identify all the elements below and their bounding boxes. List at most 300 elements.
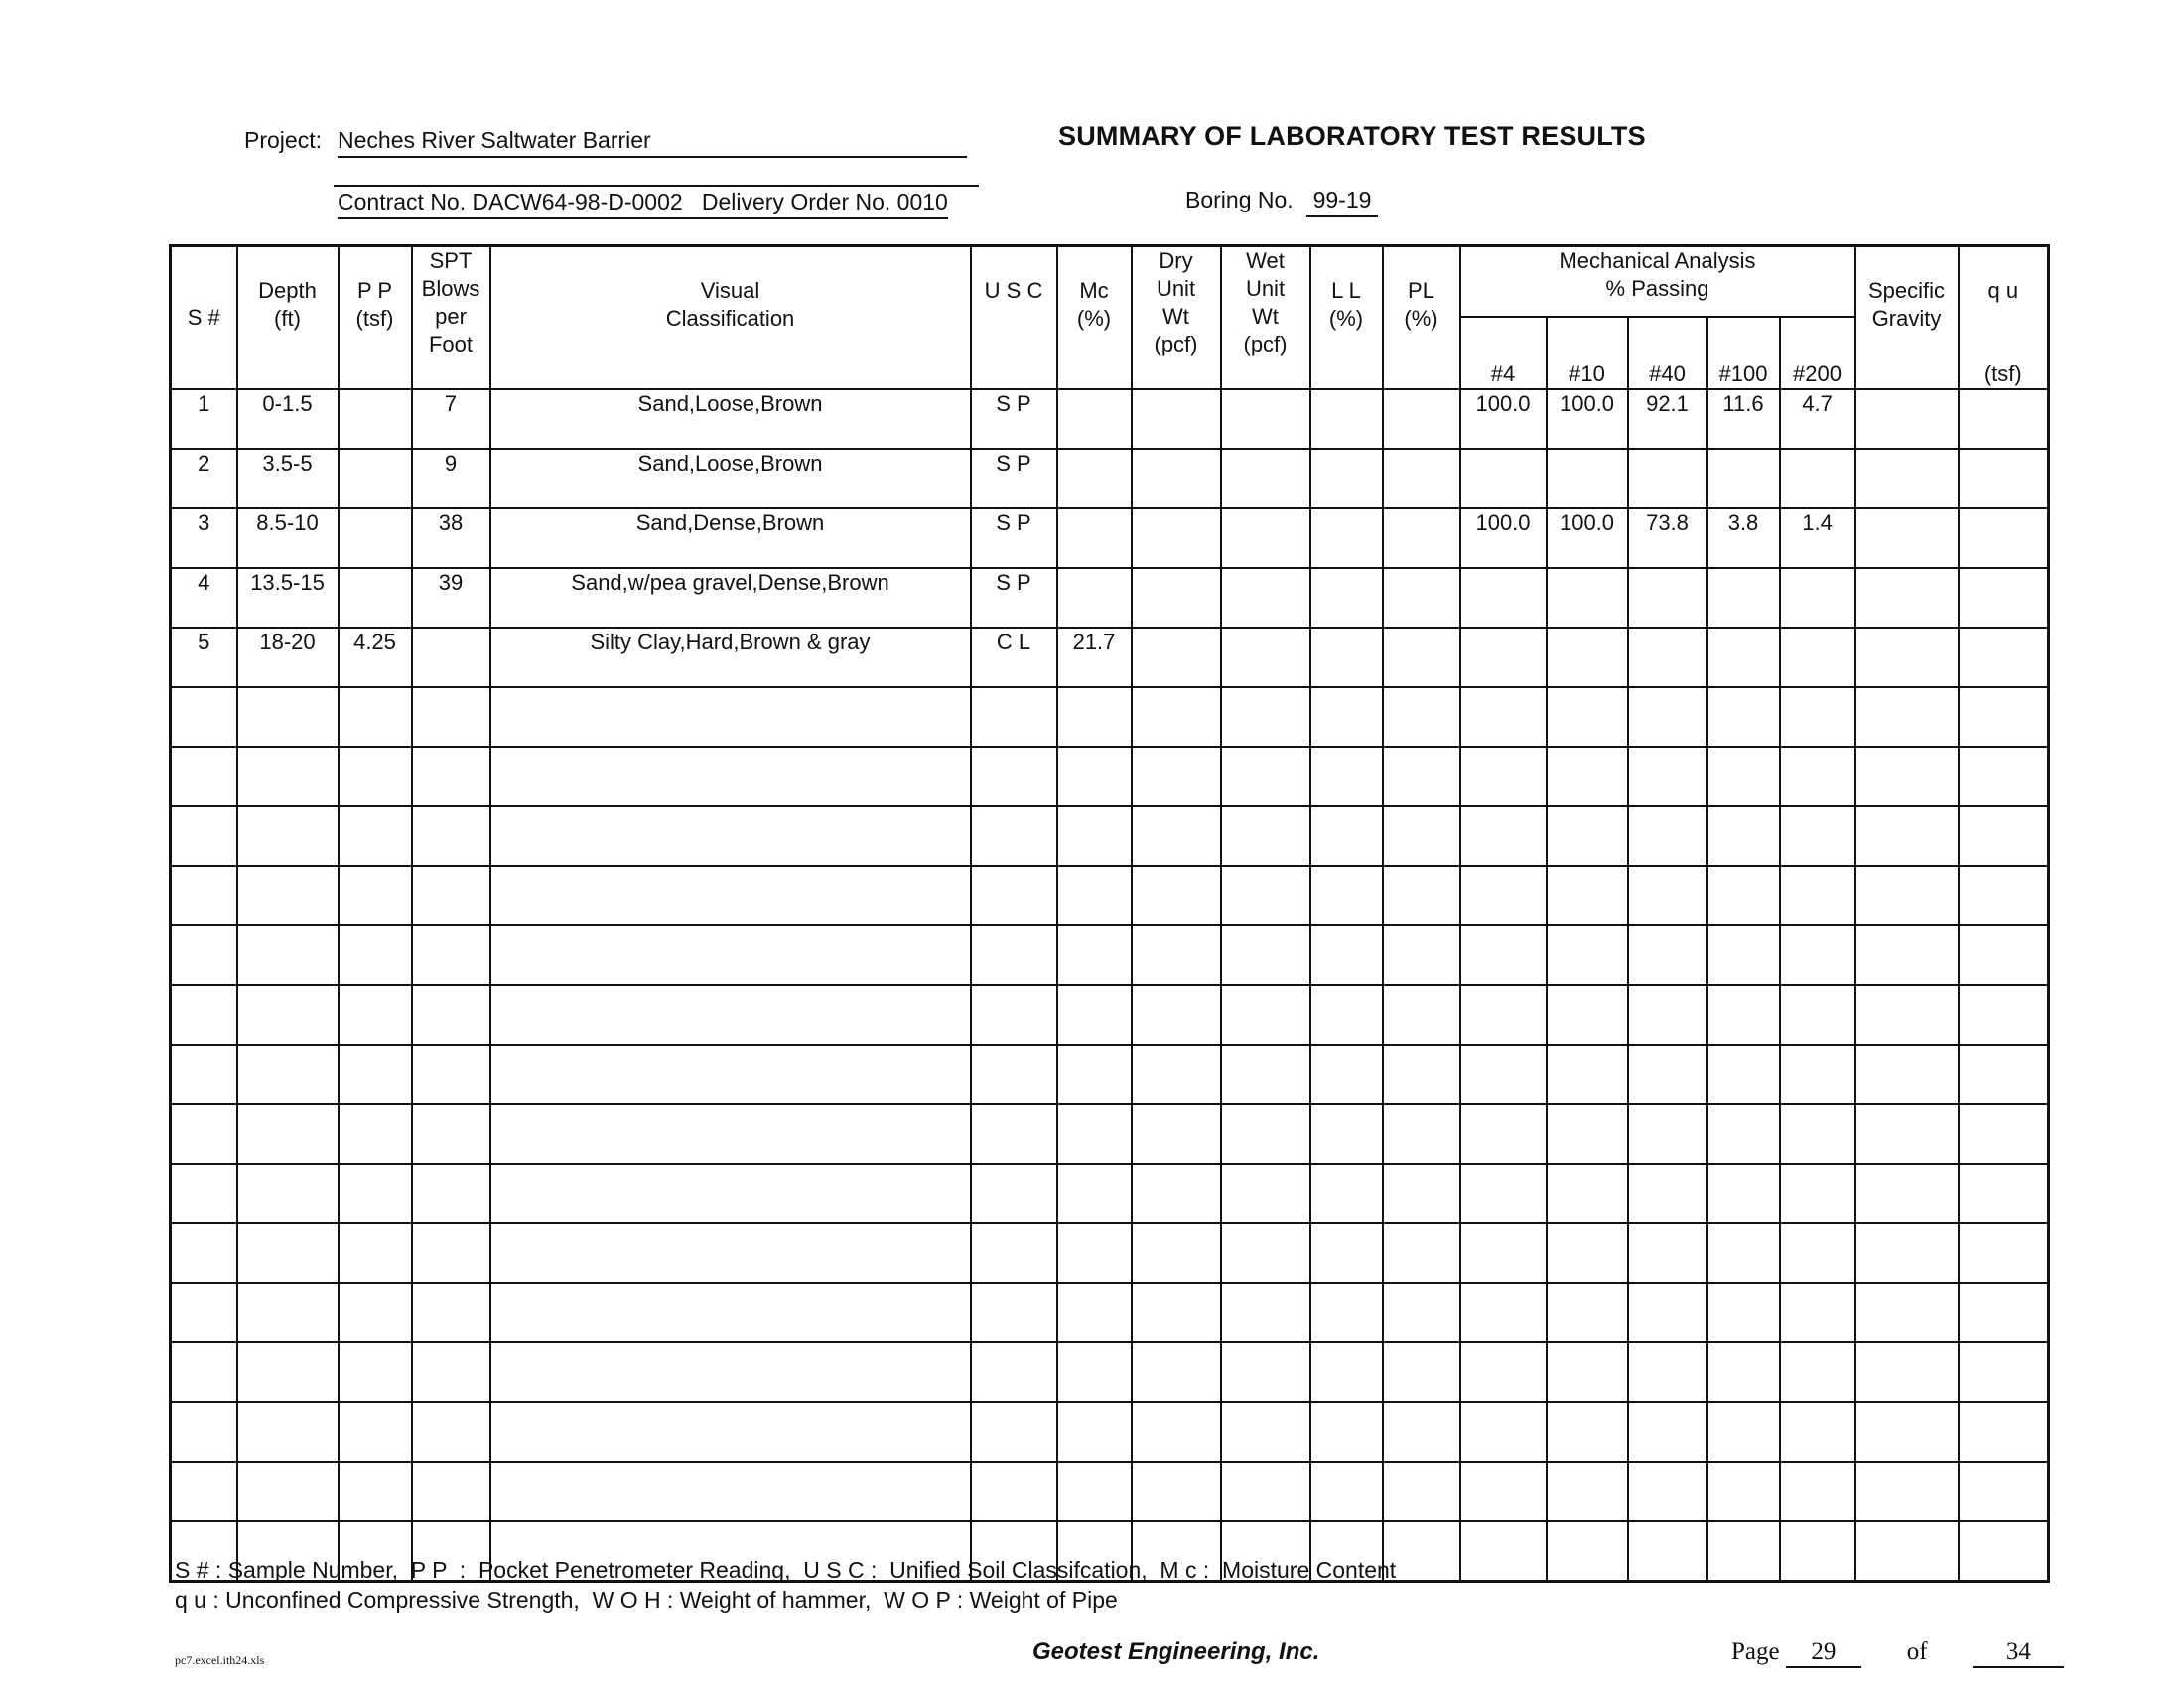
table-row <box>171 449 2049 508</box>
table-cell-pl <box>1383 568 1460 628</box>
contract-info: Contract No. DACW64-98-D-0002 Delivery Order No. 0010 <box>338 189 948 219</box>
table-cell-sg <box>1855 985 1959 1045</box>
table-cell-n40 <box>1628 1342 1707 1402</box>
table-cell-n10 <box>1547 806 1628 866</box>
table-cell-visual <box>490 1402 971 1462</box>
table-cell-n200 <box>1780 866 1855 925</box>
table-cell-n40 <box>1628 449 1707 508</box>
table-cell-visual <box>490 687 971 747</box>
table-cell-pp <box>339 1164 412 1223</box>
table-cell-spt <box>412 687 490 747</box>
table-cell-n4 <box>1460 925 1547 985</box>
table-cell-pp <box>339 687 412 747</box>
table-row <box>171 687 2049 747</box>
table-cell-visual <box>490 1223 971 1283</box>
table-row <box>171 866 2049 925</box>
table-cell-depth <box>237 1104 339 1164</box>
header-sieve-4: #4 <box>1460 317 1547 389</box>
table-cell-n100 <box>1707 1521 1780 1581</box>
table-cell-visual <box>490 1164 971 1223</box>
table-cell-wet <box>1221 628 1310 687</box>
table-cell-usc <box>971 1462 1057 1521</box>
table-cell-mc <box>1057 1164 1132 1223</box>
table-cell-mc <box>1057 1342 1132 1402</box>
table-cell-mc <box>1057 508 1132 568</box>
boring-value: 99-19 <box>1306 187 1378 217</box>
table-cell-pl <box>1383 1045 1460 1104</box>
table-cell-pp <box>339 1462 412 1521</box>
table-cell-sg <box>1855 449 1959 508</box>
table-cell-n4 <box>1460 747 1547 806</box>
table-cell-qu <box>1959 866 2049 925</box>
table-cell-n100 <box>1707 628 1780 687</box>
table-cell-dry <box>1132 1342 1221 1402</box>
table-cell-n4 <box>1460 568 1547 628</box>
table-cell-ll <box>1310 866 1383 925</box>
table-cell-depth <box>237 1462 339 1521</box>
table-cell-sg <box>1855 1045 1959 1104</box>
table-cell-usc <box>971 1342 1057 1402</box>
file-name: pc7.excel.ith24.xls <box>175 1653 265 1667</box>
table-row <box>171 389 2049 449</box>
table-cell-spt: 38 <box>412 508 490 568</box>
table-cell-n40 <box>1628 1462 1707 1521</box>
table-cell-n40 <box>1628 1104 1707 1164</box>
project-label: Project: <box>244 127 322 153</box>
table-cell-n40 <box>1628 806 1707 866</box>
table-cell-pl <box>1383 687 1460 747</box>
table-cell-visual: Sand,w/pea gravel,Dense,Brown <box>490 568 971 628</box>
table-cell-qu <box>1959 687 2049 747</box>
header-visual-classification: Visual Classification <box>490 246 971 390</box>
table-cell-n200 <box>1780 1223 1855 1283</box>
table-cell-sg <box>1855 866 1959 925</box>
table-cell-visual <box>490 925 971 985</box>
table-cell-qu <box>1959 508 2049 568</box>
table-cell-spt <box>412 747 490 806</box>
table-cell-s <box>171 1402 237 1462</box>
table-cell-n200 <box>1780 1462 1855 1521</box>
table-cell-dry <box>1132 1045 1221 1104</box>
table-cell-pl <box>1383 628 1460 687</box>
table-cell-dry <box>1132 806 1221 866</box>
header-spt: SPT Blows per Foot <box>412 246 490 390</box>
table-cell-n40: 92.1 <box>1628 389 1707 449</box>
table-cell-s <box>171 1462 237 1521</box>
table-cell-s: 3 <box>171 508 237 568</box>
table-cell-pl <box>1383 1402 1460 1462</box>
table-cell-n200 <box>1780 985 1855 1045</box>
table-cell-sg <box>1855 1402 1959 1462</box>
table-cell-depth: 18-20 <box>237 628 339 687</box>
table-row <box>171 628 2049 687</box>
table-cell-visual <box>490 1342 971 1402</box>
table-cell-n4 <box>1460 1342 1547 1402</box>
table-cell-usc <box>971 1223 1057 1283</box>
table-cell-usc: S P <box>971 568 1057 628</box>
table-cell-n100 <box>1707 687 1780 747</box>
table-cell-mc <box>1057 568 1132 628</box>
table-cell-n100 <box>1707 866 1780 925</box>
table-cell-n10 <box>1547 925 1628 985</box>
table-cell-n10 <box>1547 866 1628 925</box>
table-cell-n10 <box>1547 1223 1628 1283</box>
table-cell-n40 <box>1628 628 1707 687</box>
table-cell-pl <box>1383 1223 1460 1283</box>
table-cell-mc <box>1057 1223 1132 1283</box>
table-cell-pp <box>339 568 412 628</box>
table-cell-wet <box>1221 866 1310 925</box>
table-cell-ll <box>1310 1402 1383 1462</box>
table-cell-ll <box>1310 1164 1383 1223</box>
table-cell-n100 <box>1707 925 1780 985</box>
table-cell-n4 <box>1460 449 1547 508</box>
table-cell-visual <box>490 1104 971 1164</box>
table-cell-s <box>171 925 237 985</box>
table-cell-ll <box>1310 389 1383 449</box>
table-cell-spt <box>412 985 490 1045</box>
project-value: Neches River Saltwater Barrier <box>338 127 967 158</box>
table-cell-wet <box>1221 687 1310 747</box>
table-cell-depth: 3.5-5 <box>237 449 339 508</box>
table-cell-ll <box>1310 806 1383 866</box>
table-cell-spt <box>412 1223 490 1283</box>
table-cell-qu <box>1959 925 2049 985</box>
table-cell-n100 <box>1707 1342 1780 1402</box>
table-cell-n200 <box>1780 449 1855 508</box>
table-cell-spt: 9 <box>412 449 490 508</box>
table-cell-n100 <box>1707 806 1780 866</box>
contract-line-top <box>334 185 979 187</box>
table-cell-n200 <box>1780 1402 1855 1462</box>
of-label: of <box>1906 1638 1928 1665</box>
table-row <box>171 1104 2049 1164</box>
table-cell-visual <box>490 1045 971 1104</box>
boring-label: Boring No. <box>1185 187 1294 212</box>
table-cell-spt <box>412 1104 490 1164</box>
table-cell-dry <box>1132 985 1221 1045</box>
table-cell-s <box>171 1104 237 1164</box>
table-cell-pp <box>339 1223 412 1283</box>
table-cell-spt <box>412 628 490 687</box>
table-cell-n200 <box>1780 568 1855 628</box>
table-cell-pp <box>339 1104 412 1164</box>
table-cell-wet <box>1221 1164 1310 1223</box>
table-cell-wet <box>1221 1045 1310 1104</box>
table-row <box>171 1164 2049 1223</box>
header-sieve-100: #100 <box>1707 317 1780 389</box>
table-cell-pl <box>1383 1283 1460 1342</box>
table-cell-visual: Silty Clay,Hard,Brown & gray <box>490 628 971 687</box>
table-cell-n40 <box>1628 1045 1707 1104</box>
header-depth: Depth (ft) <box>237 246 339 390</box>
table-cell-mc <box>1057 449 1132 508</box>
table-cell-n200 <box>1780 1164 1855 1223</box>
table-cell-usc <box>971 806 1057 866</box>
table-cell-s <box>171 985 237 1045</box>
table-cell-mc <box>1057 1283 1132 1342</box>
table-cell-n10 <box>1547 985 1628 1045</box>
table-cell-n40 <box>1628 1521 1707 1581</box>
table-cell-dry <box>1132 449 1221 508</box>
table-cell-ll <box>1310 568 1383 628</box>
table-cell-usc <box>971 1164 1057 1223</box>
table-row <box>171 1223 2049 1283</box>
table-cell-qu <box>1959 449 2049 508</box>
table-cell-n100 <box>1707 1402 1780 1462</box>
company-name: Geotest Engineering, Inc. <box>1032 1638 1320 1665</box>
table-cell-ll <box>1310 687 1383 747</box>
table-cell-qu <box>1959 389 2049 449</box>
table-cell-usc: S P <box>971 389 1057 449</box>
page-title: SUMMARY OF LABORATORY TEST RESULTS <box>1058 121 1646 151</box>
table-cell-visual <box>490 747 971 806</box>
table-cell-n4 <box>1460 866 1547 925</box>
table-cell-wet <box>1221 747 1310 806</box>
table-cell-n10 <box>1547 1104 1628 1164</box>
table-row <box>171 568 2049 628</box>
table-cell-dry <box>1132 1283 1221 1342</box>
table-cell-spt <box>412 1402 490 1462</box>
table-cell-sg <box>1855 687 1959 747</box>
table-row <box>171 747 2049 806</box>
table-cell-n40 <box>1628 1223 1707 1283</box>
table-cell-sg <box>1855 628 1959 687</box>
table-cell-sg <box>1855 747 1959 806</box>
table-cell-n10: 100.0 <box>1547 508 1628 568</box>
table-cell-n100 <box>1707 449 1780 508</box>
table-cell-usc <box>971 985 1057 1045</box>
table-cell-n10 <box>1547 687 1628 747</box>
table-cell-wet <box>1221 1402 1310 1462</box>
table-cell-depth <box>237 1045 339 1104</box>
table-row <box>171 1045 2049 1104</box>
table-cell-qu <box>1959 1521 2049 1581</box>
table-cell-qu <box>1959 806 2049 866</box>
header-sample-number <box>171 246 237 390</box>
table-cell-visual: Sand,Loose,Brown <box>490 389 971 449</box>
table-cell-qu <box>1959 628 2049 687</box>
table-cell-spt <box>412 1164 490 1223</box>
table-cell-n100 <box>1707 1045 1780 1104</box>
legend-line-1: S # : Sample Number, P P : Pocket Penetrometer Reading, U S C : Unified Soil Classifcation, M c : Moisture Content <box>175 1557 1397 1583</box>
table-cell-n10 <box>1547 1283 1628 1342</box>
table-cell-sg <box>1855 1283 1959 1342</box>
table-body <box>171 389 2049 1581</box>
table-cell-n40 <box>1628 747 1707 806</box>
table-cell-pl <box>1383 1462 1460 1521</box>
table-cell-qu <box>1959 1164 2049 1223</box>
table-cell-pp <box>339 1342 412 1402</box>
table-row <box>171 1283 2049 1342</box>
table-cell-ll <box>1310 925 1383 985</box>
table-cell-s <box>171 1045 237 1104</box>
table-cell-n200 <box>1780 1521 1855 1581</box>
table-cell-s <box>171 866 237 925</box>
table-cell-depth <box>237 1164 339 1223</box>
table-cell-spt <box>412 1342 490 1402</box>
table-cell-ll <box>1310 1342 1383 1402</box>
table-cell-wet <box>1221 449 1310 508</box>
table-cell-wet <box>1221 925 1310 985</box>
table-cell-n100 <box>1707 568 1780 628</box>
table-cell-spt <box>412 866 490 925</box>
table-cell-s <box>171 806 237 866</box>
table-cell-wet <box>1221 389 1310 449</box>
table-cell-depth: 8.5-10 <box>237 508 339 568</box>
table-cell-s: 1 <box>171 389 237 449</box>
table-cell-dry <box>1132 747 1221 806</box>
table-cell-pp <box>339 1402 412 1462</box>
table-cell-qu <box>1959 1283 2049 1342</box>
legend-line-2: q u : Unconfined Compressive Strength, W O H : Weight of hammer, W O P : Weight of Pipe <box>175 1587 1118 1613</box>
header-qu: q u (tsf) <box>1959 246 2049 390</box>
table-cell-pl <box>1383 866 1460 925</box>
table-cell-dry <box>1132 628 1221 687</box>
table-cell-n200 <box>1780 806 1855 866</box>
table-cell-qu <box>1959 1402 2049 1462</box>
table-cell-depth: 0-1.5 <box>237 389 339 449</box>
page-total: 34 <box>1973 1638 2064 1668</box>
table-cell-dry <box>1132 1104 1221 1164</box>
table-cell-n40 <box>1628 866 1707 925</box>
table-cell-n200 <box>1780 628 1855 687</box>
table-cell-wet <box>1221 1104 1310 1164</box>
table-cell-usc <box>971 866 1057 925</box>
page-indicator <box>1731 1638 2064 1668</box>
table-cell-usc <box>971 1104 1057 1164</box>
table-cell-wet <box>1221 1223 1310 1283</box>
table-cell-depth <box>237 866 339 925</box>
table-cell-n200: 1.4 <box>1780 508 1855 568</box>
table-row <box>171 508 2049 568</box>
table-cell-n4 <box>1460 1521 1547 1581</box>
header-sieve-10: #10 <box>1547 317 1628 389</box>
header-ll: L L (%) <box>1310 246 1383 390</box>
table-cell-ll <box>1310 508 1383 568</box>
table-cell-sg <box>1855 806 1959 866</box>
table-cell-n10 <box>1547 1402 1628 1462</box>
table-cell-pl <box>1383 1104 1460 1164</box>
table-cell-sg <box>1855 1521 1959 1581</box>
table-cell-n100: 11.6 <box>1707 389 1780 449</box>
table-cell-n4 <box>1460 628 1547 687</box>
table-cell-dry <box>1132 866 1221 925</box>
table-cell-n4 <box>1460 1223 1547 1283</box>
table-cell-s: 5 <box>171 628 237 687</box>
table-cell-n10 <box>1547 747 1628 806</box>
table-cell-pl <box>1383 1164 1460 1223</box>
table-cell-n100 <box>1707 1104 1780 1164</box>
table-cell-n40 <box>1628 1283 1707 1342</box>
table-cell-n4 <box>1460 985 1547 1045</box>
table-cell-n100 <box>1707 1283 1780 1342</box>
table-cell-sg <box>1855 508 1959 568</box>
header-pl: PL (%) <box>1383 246 1460 390</box>
table-cell-depth <box>237 1402 339 1462</box>
table-cell-n4 <box>1460 806 1547 866</box>
table-cell-qu <box>1959 1104 2049 1164</box>
table-cell-ll <box>1310 1045 1383 1104</box>
table-cell-n10 <box>1547 1045 1628 1104</box>
table-cell-usc <box>971 1045 1057 1104</box>
table-cell-mc <box>1057 806 1132 866</box>
table-cell-n4 <box>1460 1045 1547 1104</box>
table-row <box>171 806 2049 866</box>
table-cell-sg <box>1855 925 1959 985</box>
table-cell-pl <box>1383 925 1460 985</box>
table-cell-mc <box>1057 389 1132 449</box>
table-cell-dry <box>1132 1223 1221 1283</box>
table-cell-usc: S P <box>971 449 1057 508</box>
table-cell-s: 2 <box>171 449 237 508</box>
table-cell-pl <box>1383 985 1460 1045</box>
table-cell-s <box>171 1223 237 1283</box>
table-cell-n40 <box>1628 568 1707 628</box>
table-cell-depth <box>237 1283 339 1342</box>
table-cell-pp <box>339 1045 412 1104</box>
table-cell-sg <box>1855 1223 1959 1283</box>
table-cell-spt: 39 <box>412 568 490 628</box>
table-cell-n200 <box>1780 747 1855 806</box>
table-cell-wet <box>1221 568 1310 628</box>
table-cell-dry <box>1132 1402 1221 1462</box>
table-cell-n10 <box>1547 1462 1628 1521</box>
table-cell-dry <box>1132 1462 1221 1521</box>
table-cell-s <box>171 747 237 806</box>
table-row <box>171 985 2049 1045</box>
page-label: Page <box>1731 1638 1780 1665</box>
table-cell-n100 <box>1707 1223 1780 1283</box>
table-cell-ll <box>1310 1283 1383 1342</box>
table-cell-wet <box>1221 985 1310 1045</box>
table-cell-qu <box>1959 1223 2049 1283</box>
table-cell-n100: 3.8 <box>1707 508 1780 568</box>
table-cell-qu <box>1959 1045 2049 1104</box>
table-cell-ll <box>1310 985 1383 1045</box>
table-cell-n4 <box>1460 1283 1547 1342</box>
header-wet-unit-wt: Wet Unit Wt (pcf) <box>1221 246 1310 390</box>
table-cell-n200 <box>1780 1045 1855 1104</box>
table-cell-wet <box>1221 1462 1310 1521</box>
table-cell-ll <box>1310 449 1383 508</box>
table-cell-n10 <box>1547 1164 1628 1223</box>
header-sieve-40: #40 <box>1628 317 1707 389</box>
table-cell-dry <box>1132 568 1221 628</box>
table-cell-mc <box>1057 985 1132 1045</box>
table-cell-dry <box>1132 508 1221 568</box>
table-cell-s <box>171 1283 237 1342</box>
table-cell-dry <box>1132 1164 1221 1223</box>
table-row <box>171 1462 2049 1521</box>
table-cell-n200 <box>1780 1283 1855 1342</box>
table-cell-depth <box>237 1342 339 1402</box>
table-cell-sg <box>1855 1342 1959 1402</box>
table-cell-depth <box>237 1223 339 1283</box>
table-cell-n4: 100.0 <box>1460 389 1547 449</box>
table-cell-mc <box>1057 1045 1132 1104</box>
table-row <box>171 925 2049 985</box>
table-cell-mc <box>1057 866 1132 925</box>
table-cell-dry <box>1132 687 1221 747</box>
table-cell-pp: 4.25 <box>339 628 412 687</box>
table-cell-n40 <box>1628 925 1707 985</box>
table-cell-n40 <box>1628 1402 1707 1462</box>
table-cell-sg <box>1855 1462 1959 1521</box>
table-cell-n200 <box>1780 1342 1855 1402</box>
table-cell-n10 <box>1547 568 1628 628</box>
table-cell-n100 <box>1707 747 1780 806</box>
